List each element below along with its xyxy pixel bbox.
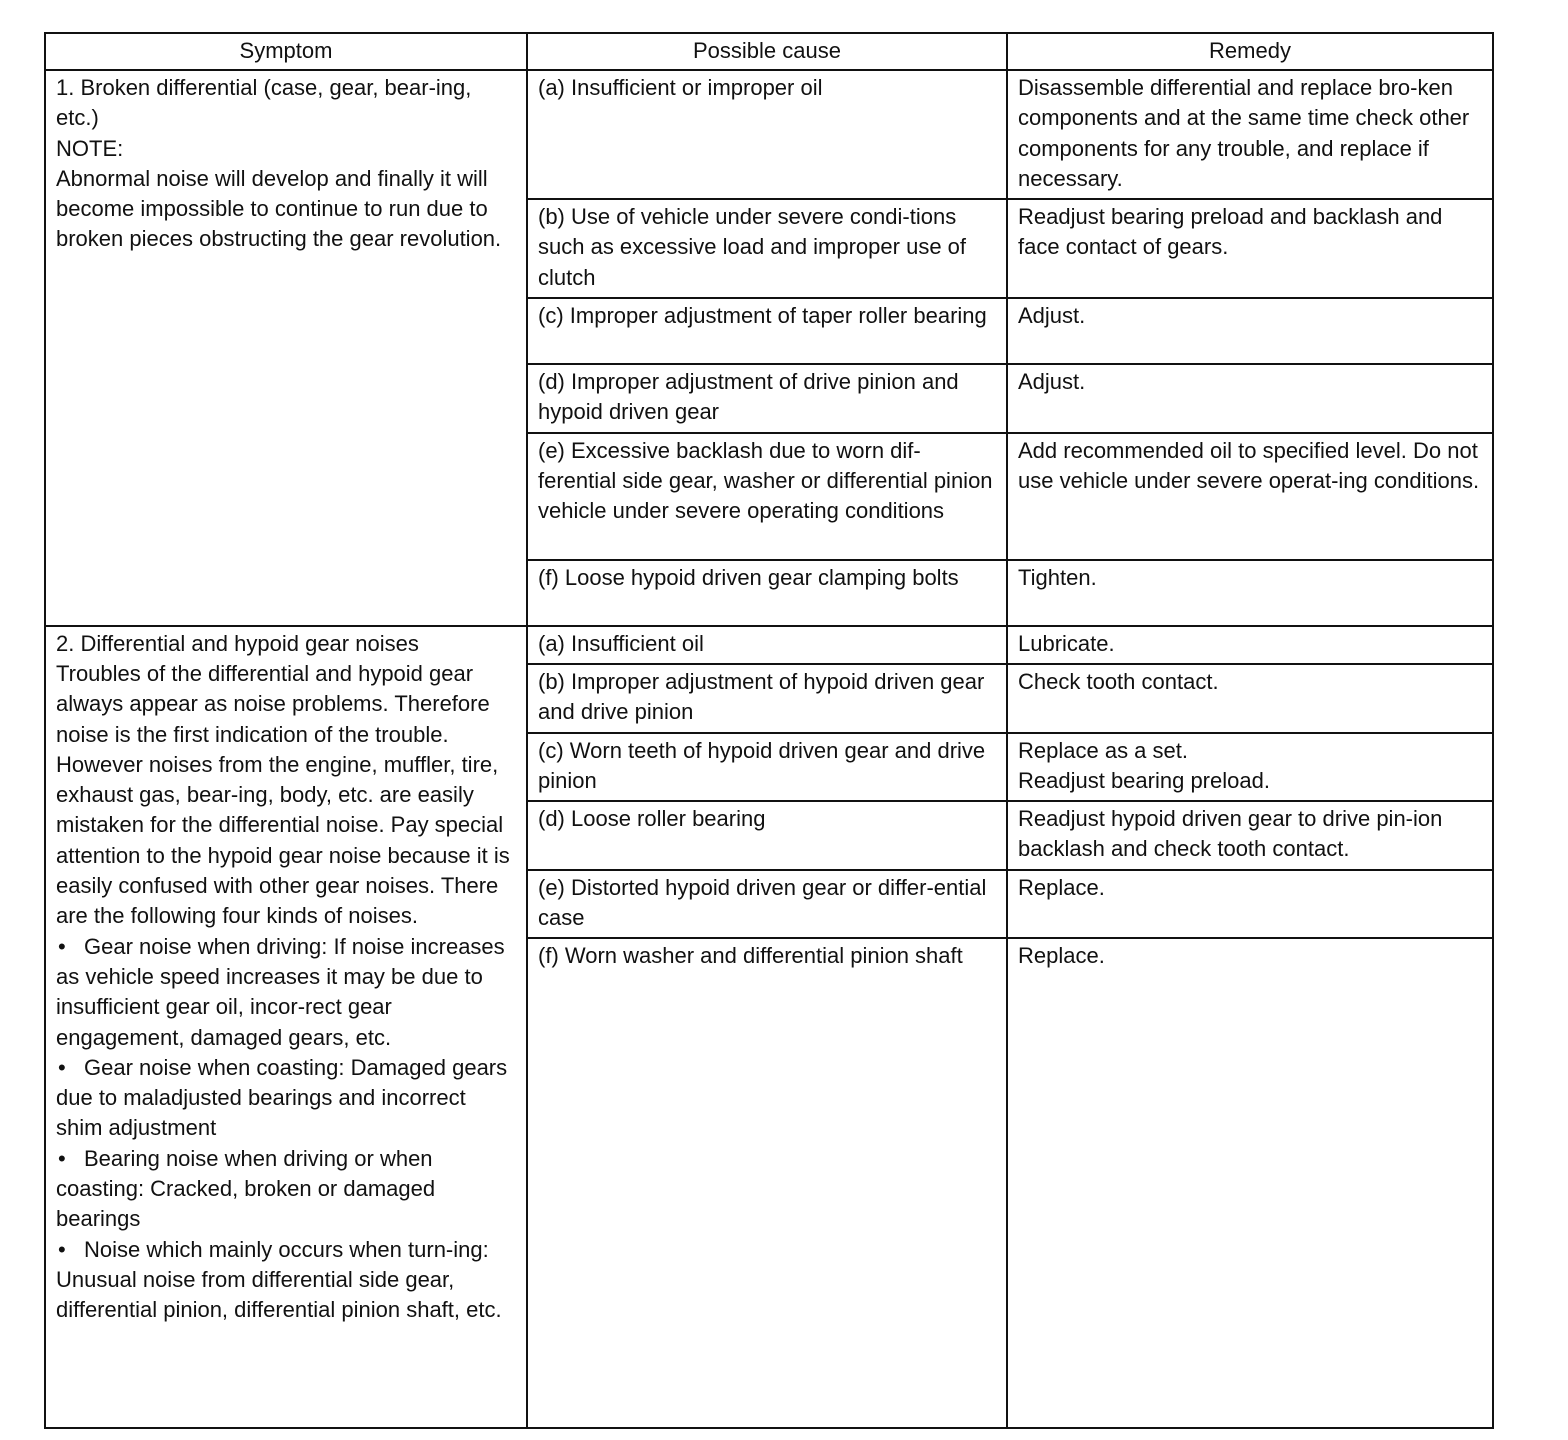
symptom-cell-broken-differential (45, 70, 527, 626)
cause-cell: (c) Improper adjustment of taper roller bearing (527, 298, 1007, 364)
remedy-cell: Replace. (1007, 938, 1493, 1428)
cause-cell: (b) Use of vehicle under severe condi-tions such as excessive load and improper use of clutch (527, 199, 1007, 298)
symptom-title: 1. Broken differential (case, gear, bear-ing, etc.) (56, 75, 472, 131)
cause-cell: (d) Loose roller bearing (527, 801, 1007, 870)
table-row (45, 626, 1493, 664)
cause-cell: (d) Improper adjustment of drive pinion and hypoid driven gear (527, 364, 1007, 433)
cause-cell: (e) Excessive backlash due to worn dif-ferential side gear, washer or differential pinion vehicle under severe operating conditions (527, 433, 1007, 560)
cause-cell: (a) Insufficient oil (527, 626, 1007, 664)
troubleshooting-table (44, 32, 1494, 1429)
remedy-cell: Lubricate. (1007, 626, 1493, 664)
cause-cell: (e) Distorted hypoid driven gear or differ-ential case (527, 870, 1007, 939)
cause-cell: (f) Worn washer and differential pinion shaft (527, 938, 1007, 1428)
cause-cell: (f) Loose hypoid driven gear clamping bolts (527, 560, 1007, 626)
bullet-item: • Gear noise when driving: If noise increases as vehicle speed increases it may be due to insufficient gear oil, incor-rect gear engagement, damaged gears, etc. (56, 932, 518, 1053)
remedy-cell (1007, 733, 1493, 802)
remedy-cell: Disassemble differential and replace bro-ken components and at the same time check other components for any trouble, and replace if necessary. (1007, 70, 1493, 199)
table-row (45, 70, 1493, 199)
note-label: NOTE: (56, 135, 124, 161)
cause-cell: (b) Improper adjustment of hypoid driven gear and drive pinion (527, 664, 1007, 733)
header-remedy: Remedy (1007, 33, 1493, 70)
troubleshooting-table-container (44, 32, 1492, 1429)
remedy-cell: Add recommended oil to specified level. Do not use vehicle under severe operat-ing conditions. (1007, 433, 1493, 560)
remedy-line: Readjust bearing preload. (1018, 767, 1270, 793)
cause-cell: (c) Worn teeth of hypoid driven gear and drive pinion (527, 733, 1007, 802)
bullet-item: • Gear noise when coasting: Damaged gears due to maladjusted bearings and incorrect shim adjustment (56, 1053, 518, 1144)
remedy-cell: Adjust. (1007, 298, 1493, 364)
remedy-cell: Readjust hypoid driven gear to drive pin-ion backlash and check tooth contact. (1007, 801, 1493, 870)
cause-cell: (a) Insufficient or improper oil (527, 70, 1007, 199)
remedy-cell: Replace. (1007, 870, 1493, 939)
remedy-cell: Adjust. (1007, 364, 1493, 433)
header-symptom: Symptom (45, 33, 527, 70)
bullet-item: • Noise which mainly occurs when turn-ing: Unusual noise from differential side gear, differential pinion, differential pinion shaft, etc. (56, 1235, 518, 1326)
symptom-text: Troubles of the differential and hypoid gear always appear as noise problems. Therefore noise is the first indication of the trouble. However noises from the engine, muffler, tire, exhaust gas, bear-ing, body, etc. are easily mistaken for the differential noise. Pay special attention to the hypoid gear noise because it is easily confused with other gear noises. There are the following four kinds of noises. (56, 660, 510, 929)
symptom-cell-gear-noises (45, 626, 527, 1429)
symptom-title: 2. Differential and hypoid gear noises (56, 630, 419, 656)
bullet-item: • Bearing noise when driving or when coasting: Cracked, broken or damaged bearings (56, 1144, 518, 1235)
remedy-line: Replace as a set. (1018, 737, 1188, 763)
note-text: Abnormal noise will develop and finally it will become impossible to continue to run due to broken pieces obstructing the gear revolution. (56, 165, 502, 252)
remedy-cell: Tighten. (1007, 560, 1493, 626)
header-row (45, 33, 1493, 70)
remedy-cell: Readjust bearing preload and backlash and face contact of gears. (1007, 199, 1493, 298)
header-possible-cause: Possible cause (527, 33, 1007, 70)
remedy-cell: Check tooth contact. (1007, 664, 1493, 733)
